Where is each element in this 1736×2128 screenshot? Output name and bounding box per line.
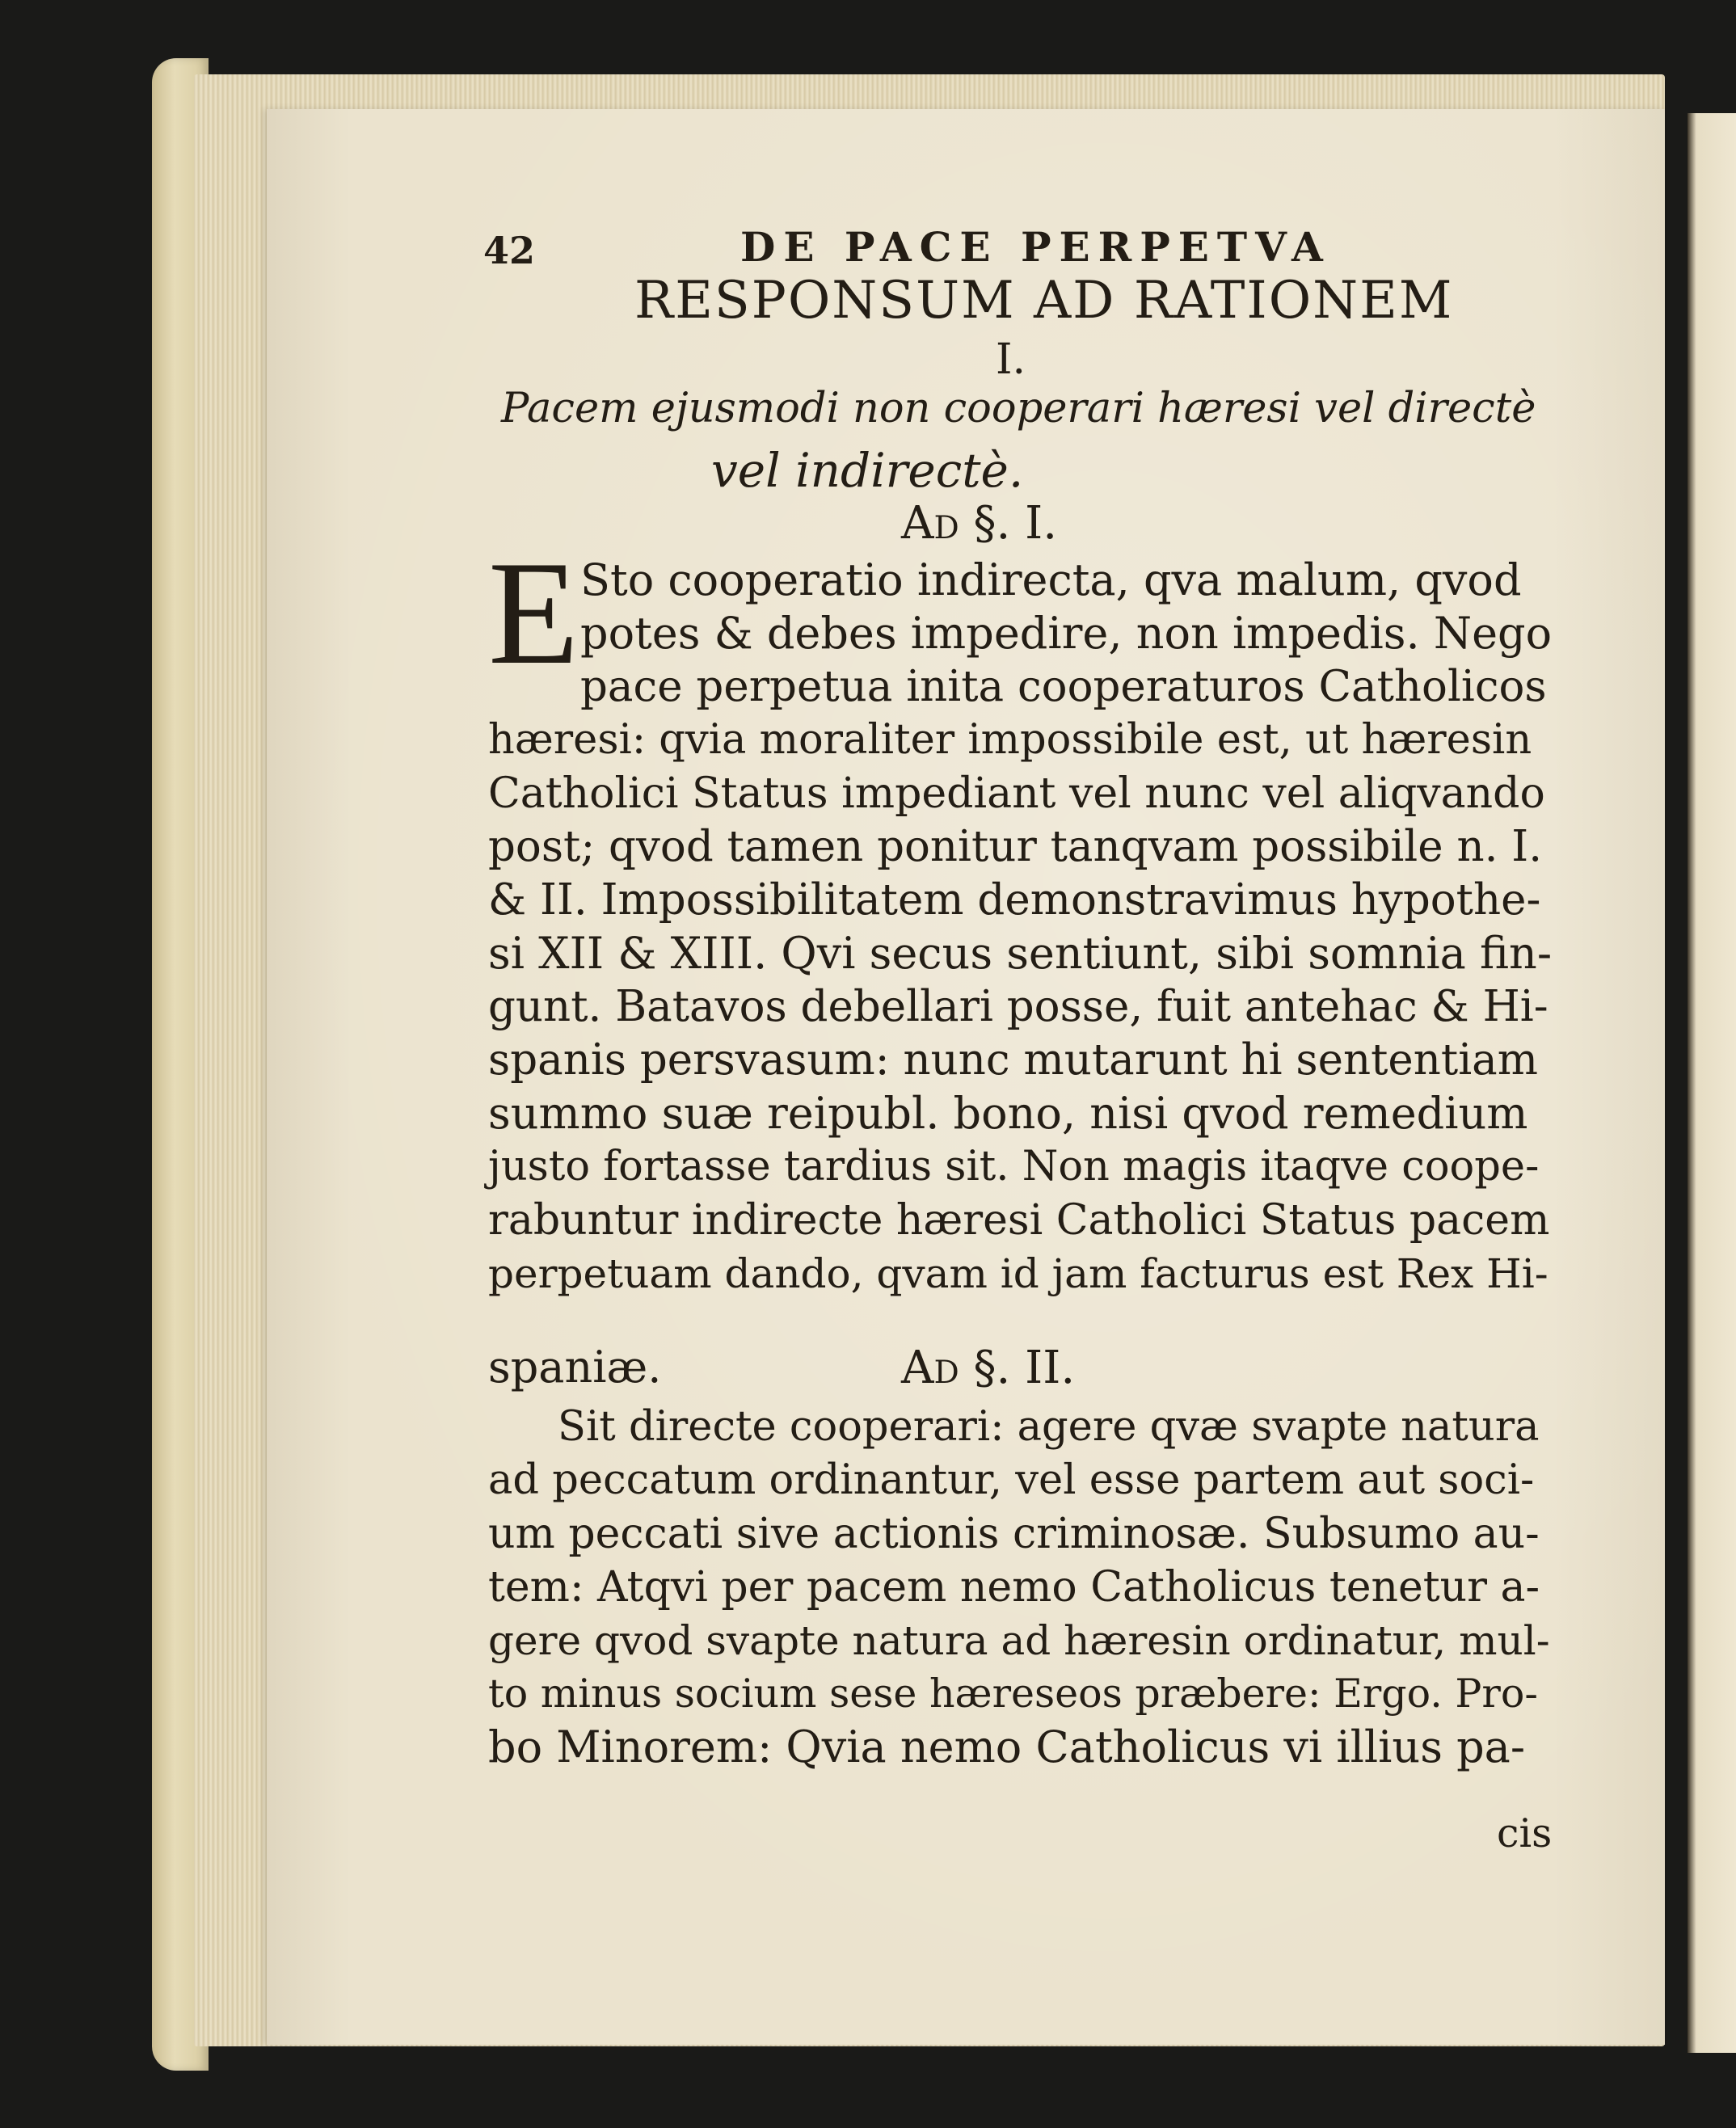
body-line: rabuntur indirecte hæresi Catholici Status pacem <box>488 1196 1550 1245</box>
body-line: spaniæ. <box>488 1342 662 1393</box>
body-line: post; qvod tamen ponitur tanqvam possibile n. I. <box>488 822 1543 871</box>
body-line: um peccati sive actionis criminosæ. Subsumo au- <box>488 1510 1540 1558</box>
subsection-ad-1: Ad §. I. <box>901 497 1058 550</box>
section-number: I. <box>996 335 1026 384</box>
subsection-ad-2: Ad §. II. <box>901 1342 1076 1394</box>
catchword: cis <box>1497 1810 1553 1856</box>
body-line: potes & debes impedire, non impedis. Nego <box>580 608 1553 659</box>
body-line: gunt. Batavos debellari posse, fuit antehac & Hi- <box>488 982 1548 1031</box>
section-subtitle-line-2: vel indirectè. <box>711 443 1024 498</box>
body-line: hæresi: qvia moraliter impossibile est, ut hæresin <box>488 716 1532 764</box>
drop-cap: E <box>488 551 579 674</box>
body-line: justo fortasse tardius sit. Non magis itaqve coope- <box>488 1143 1540 1190</box>
body-line: ad peccatum ordinantur, vel esse partem aut soci- <box>488 1456 1535 1504</box>
body-line: Sto cooperatio indirecta, qva malum, qvod <box>580 554 1522 605</box>
body-line: perpetuam dando, qvam id jam facturus est Rex Hi- <box>488 1250 1548 1297</box>
body-line: spanis persvasum: nunc mutarunt hi sententiam <box>488 1035 1539 1085</box>
running-title: DE PACE PERPETVA <box>740 223 1331 271</box>
body-line: tem: Atqvi per pacem nemo Catholicus tenetur a- <box>488 1563 1540 1612</box>
body-line: gere qvod svapte natura ad hæresin ordinatur, mul- <box>488 1617 1550 1664</box>
section-subtitle-line-1: Pacem ejusmodi non cooperari hæresi vel directè <box>501 385 1536 432</box>
facing-page-edge <box>1688 113 1736 2053</box>
section-heading: RESPONSUM AD RATIONEM <box>634 271 1454 331</box>
page-number: 42 <box>483 229 536 272</box>
body-line: summo suæ reipubl. bono, nisi qvod remedium <box>488 1088 1528 1139</box>
body-line: Catholici Status impediant vel nunc vel aliqvando <box>488 769 1545 818</box>
body-line: pace perpetua inita cooperaturos Catholicos <box>580 662 1547 711</box>
body-line: & II. Impossibilitatem demonstravimus hypothe- <box>488 875 1541 925</box>
body-line: si XII & XIII. Qvi secus sentiunt, sibi somnia fin- <box>488 928 1553 979</box>
body-line: to minus socium sese hæreseos præbere: Ergo. Pro- <box>488 1671 1538 1717</box>
body-line: Sit directe cooperari: agere qvæ svapte natura <box>558 1403 1540 1451</box>
body-line: bo Minorem: Qvia nemo Catholicus vi illius pa- <box>488 1721 1526 1772</box>
